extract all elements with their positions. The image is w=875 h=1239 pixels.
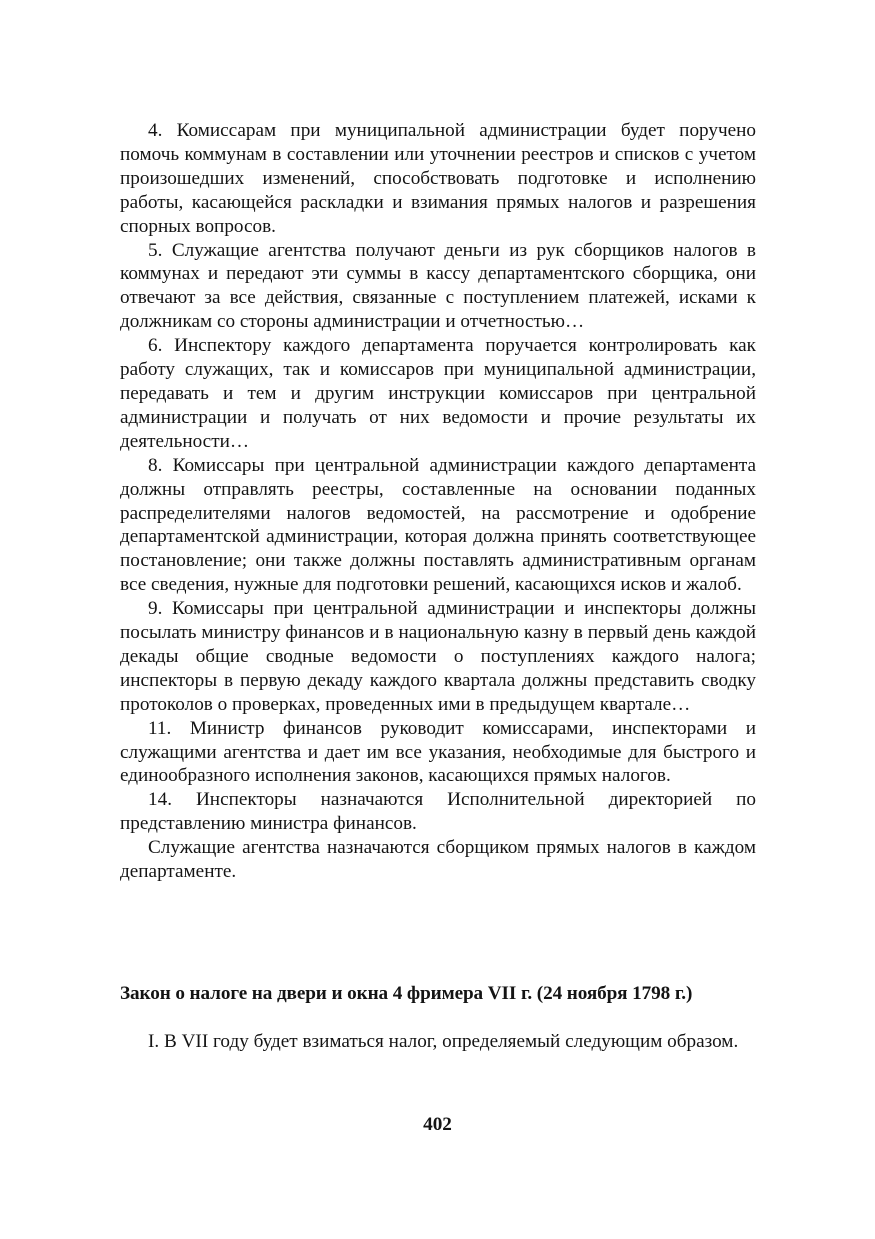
paragraph-item-9: 9. Комиссары при центральной администрации и инспекторы должны посылать министру финансов и в национальную казну в первый день каждой декады общие сводные ведомости о поступлениях каждого налога; инспекторы в первую декаду каждого квартала должны представить сводку протоколов о проверках, проведенных ими в предыдущем квартале… (120, 598, 756, 715)
paragraph-item-5: 5. Служащие агентства получают деньги из рук сборщиков налогов в коммунах и передают эти суммы в кассу департаментского сборщика, они отвечают за все действия, связанные с поступлением платежей, исками к должникам со стороны администрации и отчетностью… (120, 239, 756, 333)
paragraph-item-14: 14. Инспекторы назначаются Исполнительной директорией по представлению министра финансов. (120, 789, 756, 835)
paragraph-item-6: 6. Инспектору каждого департамента поручается контролировать как работу служащих, так и комиссаров при муниципальной администрации, передавать и тем и другим инструкции комиссаров при центральной администрации и получать от них ведомости и прочие результаты их деятельности… (120, 335, 756, 452)
paragraph-item-4: 4. Комиссарам при муниципальной администрации будет поручено помочь коммунам в составлении или уточнении реестров и списков с учетом произошедших изменений, способствовать подготовке и исполнению работы, касающейся раскладки и взимания прямых налогов и разрешения спорных вопросов. (120, 120, 756, 237)
paragraph-agents-appointment: Служащие агентства назначаются сборщиком прямых налогов в каждом департаменте. (120, 837, 756, 883)
law-text (120, 1030, 756, 1054)
paragraph-item-11: 11. Министр финансов руководит комиссарами, инспекторами и служащими агентства и дает им все указания, необходимые для быстрого и единообразного исполнения законов, касающихся прямых налогов. (120, 717, 756, 787)
page-number: 402 (423, 1114, 452, 1135)
section-heading: Закон о налоге на двери и окна 4 фримера VII г. (24 ноября 1798 г.) (120, 983, 693, 1004)
paragraph-item-8: 8. Комиссары при центральной администрации каждого департамента должны отправлять реестры, составленные на основании поданных распределителями налогов ведомостей, на рассмотрение и одобрение департаментской администрации, которая должна принять соответствующее постановление; они также должны поставлять административным органам все сведения, нужные для подготовки решений, касающихся исков и жалоб. (120, 454, 756, 596)
law-paragraph-1: I. В VII году будет взиматься налог, определяемый следующим образом. (148, 1031, 739, 1052)
body-text (120, 119, 756, 884)
